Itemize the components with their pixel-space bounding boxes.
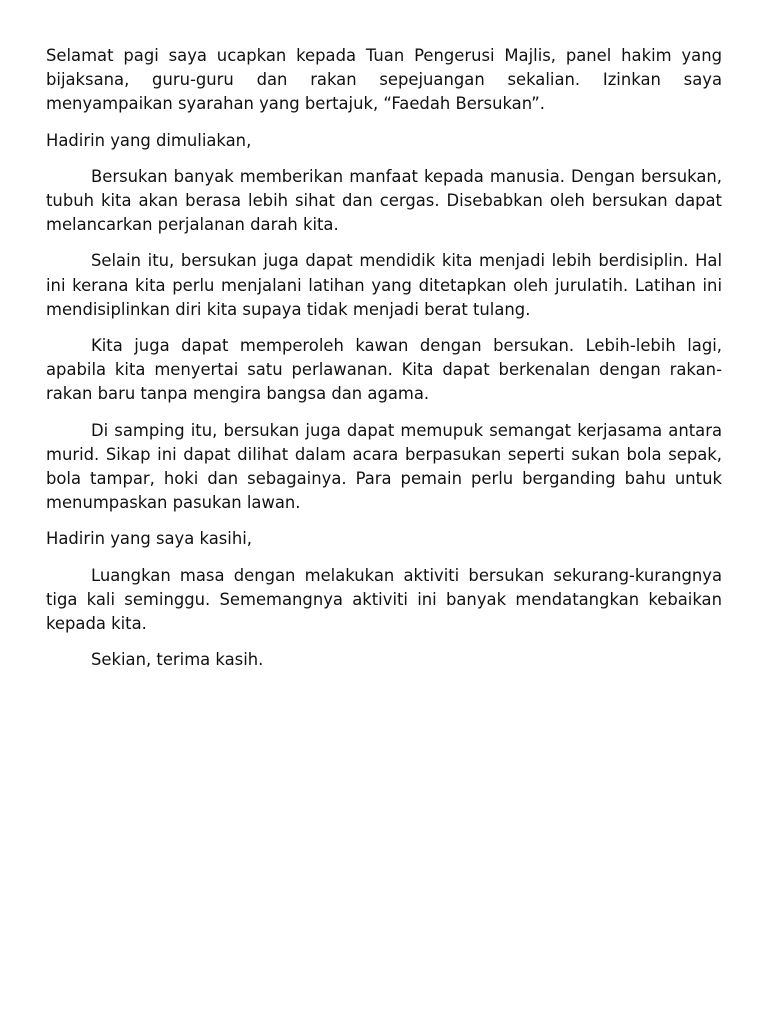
body-paragraph-5: Luangkan masa dengan melakukan aktiviti bersukan sekurang-kurangnya tiga kali seminggu. Sememangnya aktiviti ini banyak mendatangkan kebaikan kepada kita. — [46, 565, 722, 634]
body-paragraph-2: Selain itu, bersukan juga dapat mendidik kita menjadi lebih berdisiplin. Hal ini kerana kita perlu menjalani latihan yang ditetapkan oleh jurulatih. Latihan ini mendisiplinkan diri kita supaya tidak menjadi berat tulang. — [46, 251, 722, 319]
salutation-2: Hadirin yang saya kasihi, — [46, 529, 252, 549]
closing-line: Sekian, terima kasih. — [91, 650, 264, 670]
opening-paragraph: Selamat pagi saya ucapkan kepada Tuan Pengerusi Majlis, panel hakim yang bijaksana, guru-guru dan rakan sepejuangan sekalian. Izinkan saya menyampaikan syarahan yang bertajuk, “Faedah Bersukan”. — [46, 46, 722, 114]
body-paragraph-1: Bersukan banyak memberikan manfaat kepada manusia. Dengan bersukan, tubuh kita akan berasa lebih sihat dan cergas. Disebabkan oleh bersukan dapat melancarkan perjalanan darah kita. — [46, 166, 722, 235]
speech-document — [46, 44, 722, 684]
body-paragraph-4: Di samping itu, bersukan juga dapat memupuk semangat kerjasama antara murid. Sikap ini dapat dilihat dalam acara berpasukan seperti sukan bola sepak, bola tampar, hoki dan sebagainya. Para pemain perlu berganding bahu untuk menumpaskan pasukan lawan. — [46, 420, 722, 513]
salutation-1: Hadirin yang dimuliakan, — [46, 130, 252, 150]
body-paragraph-3: Kita juga dapat memperoleh kawan dengan bersukan. Lebih-lebih lagi, apabila kita menyertai satu perlawanan. Kita dapat berkenalan dengan rakan-rakan baru tanpa mengira bangsa dan agama. — [46, 336, 722, 404]
